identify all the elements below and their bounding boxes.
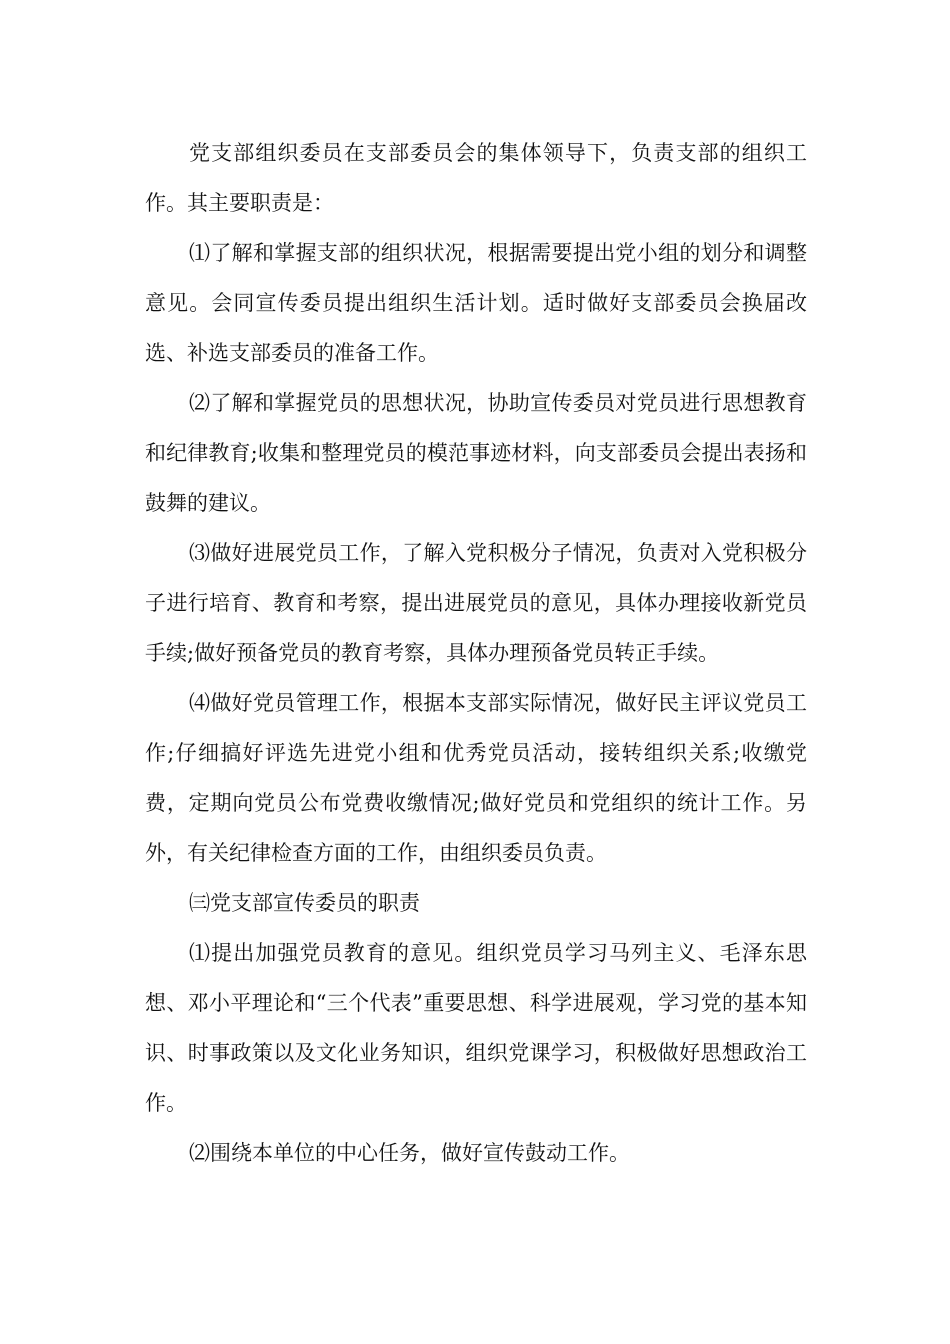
paragraph-duty-2: ⑵了解和掌握党员的思想状况，协助宣传委员对党员进行思想教育和纪律教育;收集和整理党员的模范事迹材料，向支部委员会提出表扬和鼓舞的建议。 [145,391,807,515]
document-body [145,128,807,1178]
paragraph-propaganda-duty-2: ⑵围绕本单位的中心任务，做好宣传鼓动工作。 [189,1141,630,1165]
paragraph-duty-1: ⑴了解和掌握支部的组织状况，根据需要提出党小组的划分和调整意见。会同宣传委员提出组织生活计划。适时做好支部委员会换届改选、补选支部委员的准备工作。 [145,241,807,365]
paragraph-propaganda-duty-1: ⑴提出加强党员教育的意见。组织党员学习马列主义、毛泽东思想、邓小平理论和“三个代表”重要思想、科学进展观，学习党的基本知识、时事政策以及文化业务知识，组织党课学习，积极做好思想政治工作。 [145,941,807,1115]
paragraph-organization-duties-intro: 党支部组织委员在支部委员会的集体领导下，负责支部的组织工作。其主要职责是： [145,141,807,215]
section-heading-propaganda-duties: ㈢党支部宣传委员的职责 [189,891,420,915]
paragraph-duty-4: ⑷做好党员管理工作，根据本支部实际情况，做好民主评议党员工作;仔细搞好评选先进党小组和优秀党员活动，接转组织关系;收缴党费，定期向党员公布党费收缴情况;做好党员和党组织的统计工作。另外，有关纪律检查方面的工作，由组织委员负责。 [145,691,807,865]
paragraph-duty-3: ⑶做好进展党员工作，了解入党积极分子情况，负责对入党积极分子进行培育、教育和考察，提出进展党员的意见，具体办理接收新党员手续;做好预备党员的教育考察，具体办理预备党员转正手续。 [145,541,807,665]
